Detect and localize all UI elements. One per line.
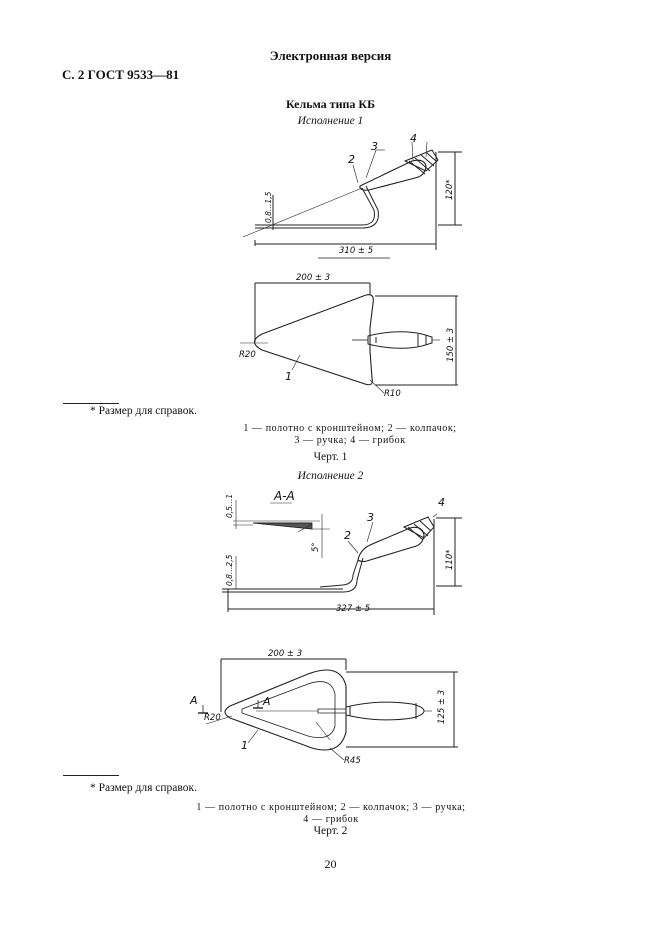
variant2-label: Исполнение 2 (297, 470, 364, 482)
v1-dim-height: 120* (445, 179, 455, 200)
v2-plan-view (198, 659, 458, 760)
v2-dim-width-top: 200 ± 3 (268, 649, 303, 659)
footnote-1: * Размер для справок. (90, 405, 197, 417)
v1-dim-length: 310 ± 5 (339, 246, 374, 256)
v1-dim-width-top: 200 ± 3 (296, 273, 331, 283)
v1-callout-2: 2 (348, 153, 355, 166)
electronic-version-header: Электронная версия (269, 48, 392, 63)
v1-callout-3: 3 (371, 140, 378, 153)
v2-side-view (222, 514, 462, 615)
page-reference: С. 2 ГОСТ 9533—81 (62, 67, 180, 82)
v2-dim-width-side: 125 ± 3 (437, 689, 447, 724)
v2-section-label: А-А (274, 489, 295, 503)
page-number: 20 (324, 857, 337, 871)
variant1-label: Исполнение 1 (297, 115, 364, 127)
legend-2-line-1: 1 — полотно с кронштейном; 2 — колпачок; 3 — ручка; (196, 802, 466, 813)
v2-dim-angle: 5° (311, 542, 321, 552)
v2-callout-1: 1 (241, 739, 248, 752)
v2-callout-3: 3 (367, 511, 374, 524)
figure-caption-2: Черт. 2 (313, 825, 348, 837)
v2-dim-radius-corner: R45 (344, 756, 361, 766)
legend-1-line-1: 1 — полотно с кронштейном; 2 — колпачок; (243, 423, 457, 434)
v1-callout-4: 4 (410, 132, 417, 145)
v2-section-mark-right: А (263, 695, 271, 708)
v1-callout-1: 1 (285, 370, 292, 383)
v1-dim-radius-tip: R20 (239, 350, 256, 360)
v1-dim-thickness: 0,8…1,5 (264, 191, 273, 223)
v2-dim-thickness-top: 0,5…1 (225, 493, 234, 518)
v1-dim-radius-corner: R10 (384, 389, 401, 399)
v2-callout-2: 2 (344, 529, 351, 542)
v1-dim-width-side: 150 ± 3 (446, 327, 456, 362)
v2-dim-thickness-bottom: 0,8…2,5 (225, 554, 234, 586)
v2-section-mark-left: А (190, 694, 198, 707)
document-title: Кельма типа КБ (285, 97, 376, 111)
figure-caption-1: Черт. 1 (313, 451, 348, 463)
v1-plan-view (240, 283, 458, 393)
v2-dim-length: 327 ± 5 (336, 604, 371, 614)
footnote-2: * Размер для справок. (90, 782, 197, 794)
v2-callout-4: 4 (438, 496, 445, 509)
legend-1-line-2: 3 — ручка; 4 — грибок (294, 435, 406, 446)
legend-2-line-2: 4 — грибок (303, 814, 359, 825)
v2-dim-height: 110* (445, 549, 455, 570)
v2-dim-radius-tip: R20 (204, 713, 221, 723)
